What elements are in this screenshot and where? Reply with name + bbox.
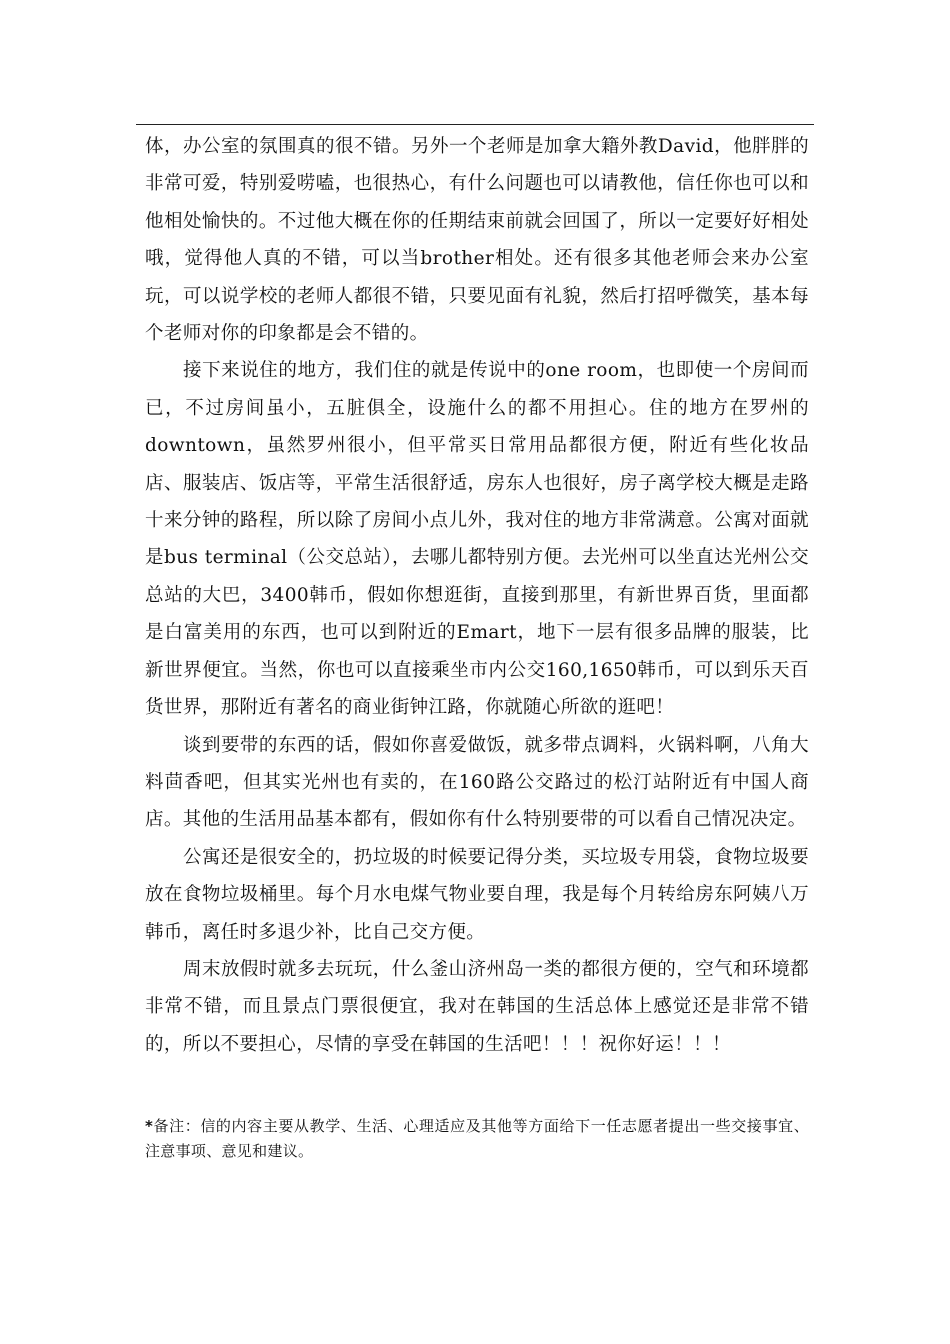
paragraph-weekends: 周末放假时就多去玩玩，什么釜山济州岛一类的都很方便的，空气和环境都非常不错，而且景点门票很便宜，我对在韩国的生活总体上感觉还是非常不错的，所以不要担心，尽情的享受在韩国的生活吧！！！祝你好运！！！: [145, 958, 809, 1055]
paragraph-packing: 谈到要带的东西的话，假如你喜爱做饭，就多带点调料，火锅料啊，八角大料茴香吧，但其实光州也有卖的，在160路公交路过的松汀站附近有中国人商店。其他的生活用品基本都有，假如你有什么特别要带的可以看自己情况决定。: [145, 734, 809, 831]
paragraph-housing: 接下来说住的地方，我们住的就是传说中的one room，也即使一个房间而已，不过房间虽小，五脏俱全，设施什么的都不用担心。住的地方在罗州的downtown，虽然罗州很小，但平常买日常用品都很方便，附近有些化妆品店、服装店、饭店等，平常生活很舒适，房东人也很好，房子离学校大概是走路十来分钟的路程，所以除了房间小点儿外，我对住的地方非常满意。公寓对面就是bus terminal（公交总站），去哪儿都特别方便。去光州可以坐直达光州公交总站的大巴，3400韩币，假如你想逛街，直接到那里，有新世界百货，里面都是白富美用的东西，也可以到附近的Emart，地下一层有很多品牌的服装，比新世界便宜。当然，你也可以直接乘坐市内公交160,1650韩币，可以到乐天百货世界，那附近有著名的商业街钟江路，你就随心所欲的逛吧！: [145, 360, 809, 719]
footnote: [145, 1114, 809, 1164]
paragraph-apartment-rules: 公寓还是很安全的，扔垃圾的时候要记得分类，买垃圾专用袋，食物垃圾要放在食物垃圾桶里。每个月水电煤气物业要自理，我是每个月转给房东阿姨八万韩币，离任时多退少补，比自己交方便。: [145, 846, 809, 943]
header-rule: [136, 124, 814, 125]
footnote-star: *: [145, 1117, 154, 1135]
letter-body: [145, 128, 809, 1063]
paragraph-colleagues: 体，办公室的氛围真的很不错。另外一个老师是加拿大籍外教David，他胖胖的非常可爱，特别爱唠嗑，也很热心，有什么问题也可以请教他，信任你也可以和他相处愉快的。不过他大概在你的任期结束前就会回国了，所以一定要好好相处哦，觉得他人真的不错，可以当brother相处。还有很多其他老师会来办公室玩，可以说学校的老师人都很不错，只要见面有礼貌，然后打招呼微笑，基本每个老师对你的印象都是会不错的。: [145, 136, 809, 345]
footnote-text: 备注：信的内容主要从教学、生活、心理适应及其他等方面给下一任志愿者提出一些交接事宜、注意事项、意见和建议。: [145, 1117, 809, 1160]
